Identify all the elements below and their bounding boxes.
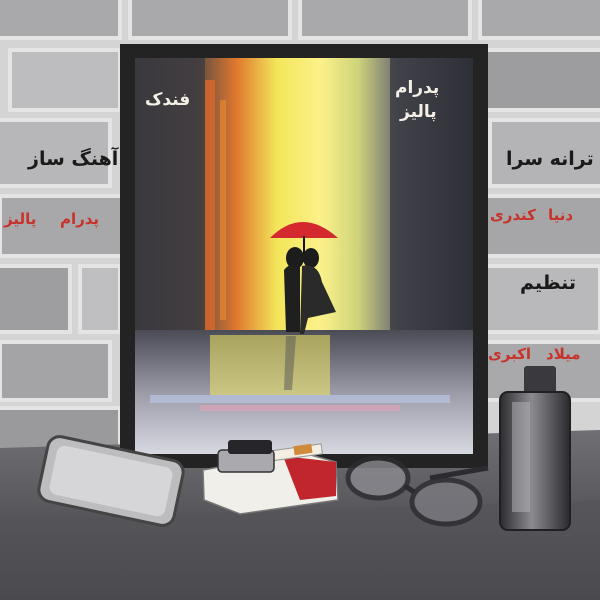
lyricist-first-name: دنیا [548,206,574,224]
arranger-label: تنظیم [520,272,577,294]
composer-last-name: پالیز [4,210,37,228]
arranger-last-name: اکبری [488,345,532,363]
composer-first-name: پدرام [60,210,100,228]
arranger-first-name: میلاد [546,345,581,363]
song-title: فندک [145,90,191,110]
composer-label: آهنگ ساز [28,148,119,170]
lyricist-label: ترانه سرا [506,148,594,170]
lyricist-last-name: کندری [490,206,536,224]
artist-last-name: پالیز [400,102,437,122]
artist-first-name: پدرام [395,78,440,98]
